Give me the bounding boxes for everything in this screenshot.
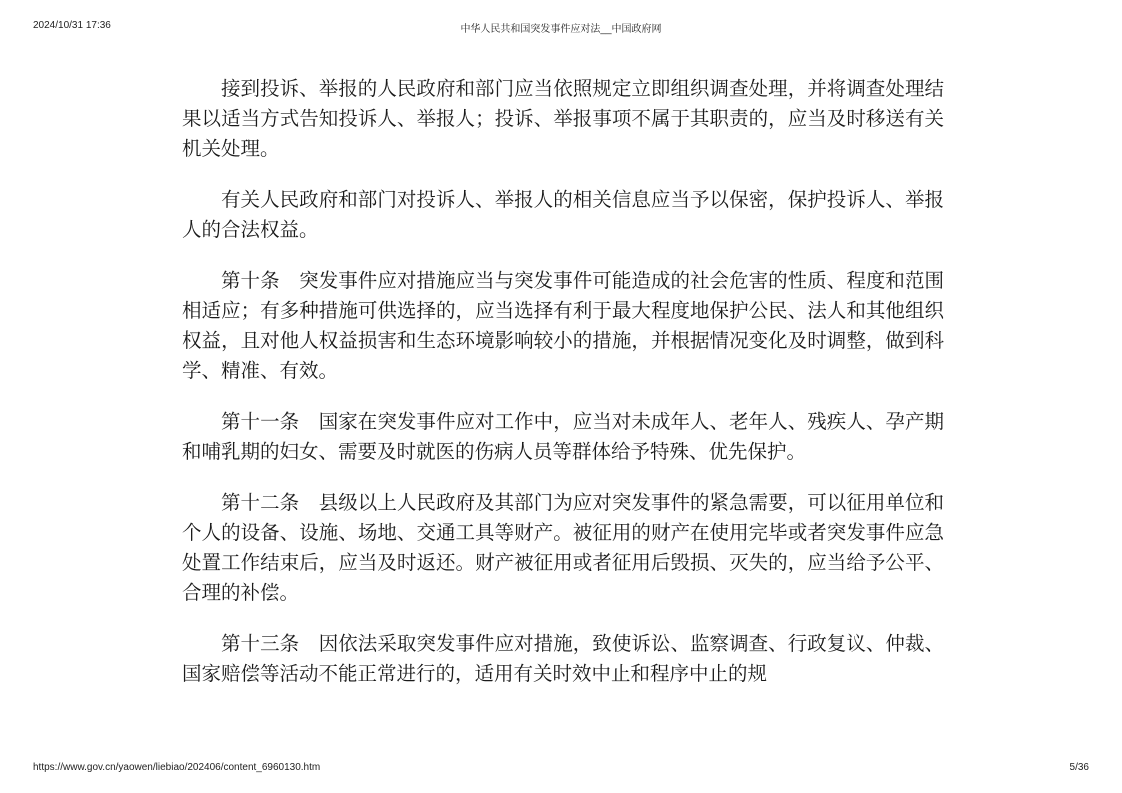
print-header (0, 20, 1122, 36)
print-datetime: 2024/10/31 17:36 (33, 20, 111, 31)
document-body (182, 74, 944, 710)
article-12: 第十二条 县级以上人民政府及其部门为应对突发事件的紧急需要，可以征用单位和个人的设备、设施、场地、交通工具等财产。被征用的财产在使用完毕或者突发事件应急处置工作结束后，应当及时返还。财产被征用或者征用后毁损、灭失的，应当给予公平、合理的补偿。 (182, 491, 944, 604)
page-number: 5/36 (1069, 762, 1089, 773)
article-10: 第十条 突发事件应对措施应当与突发事件可能造成的社会危害的性质、程度和范围相适应；有多种措施可供选择的，应当选择有利于最大程度地保护公民、法人和其他组织权益，且对他人权益损害和生态环境影响较小的措施，并根据情况变化及时调整，做到科学、精准、有效。 (182, 269, 944, 382)
source-url: https://www.gov.cn/yaowen/liebiao/202406/content_6960130.htm (33, 762, 321, 773)
paragraph: 接到投诉、举报的人民政府和部门应当依照规定立即组织调查处理，并将调查处理结果以适当方式告知投诉人、举报人；投诉、举报事项不属于其职责的，应当及时移送有关机关处理。 (182, 77, 944, 160)
article-11: 第十一条 国家在突发事件应对工作中，应当对未成年人、老年人、残疾人、孕产期和哺乳期的妇女、需要及时就医的伤病人员等群体给予特殊、优先保护。 (182, 410, 944, 463)
page-title: 中华人民共和国突发事件应对法__中国政府网 (460, 24, 662, 35)
paragraph: 有关人民政府和部门对投诉人、举报人的相关信息应当予以保密，保护投诉人、举报人的合法权益。 (182, 188, 944, 241)
article-13: 第十三条 因依法采取突发事件应对措施，致使诉讼、监察调查、行政复议、仲裁、国家赔偿等活动不能正常进行的，适用有关时效中止和程序中止的规 (182, 632, 944, 685)
print-footer (0, 762, 1122, 778)
